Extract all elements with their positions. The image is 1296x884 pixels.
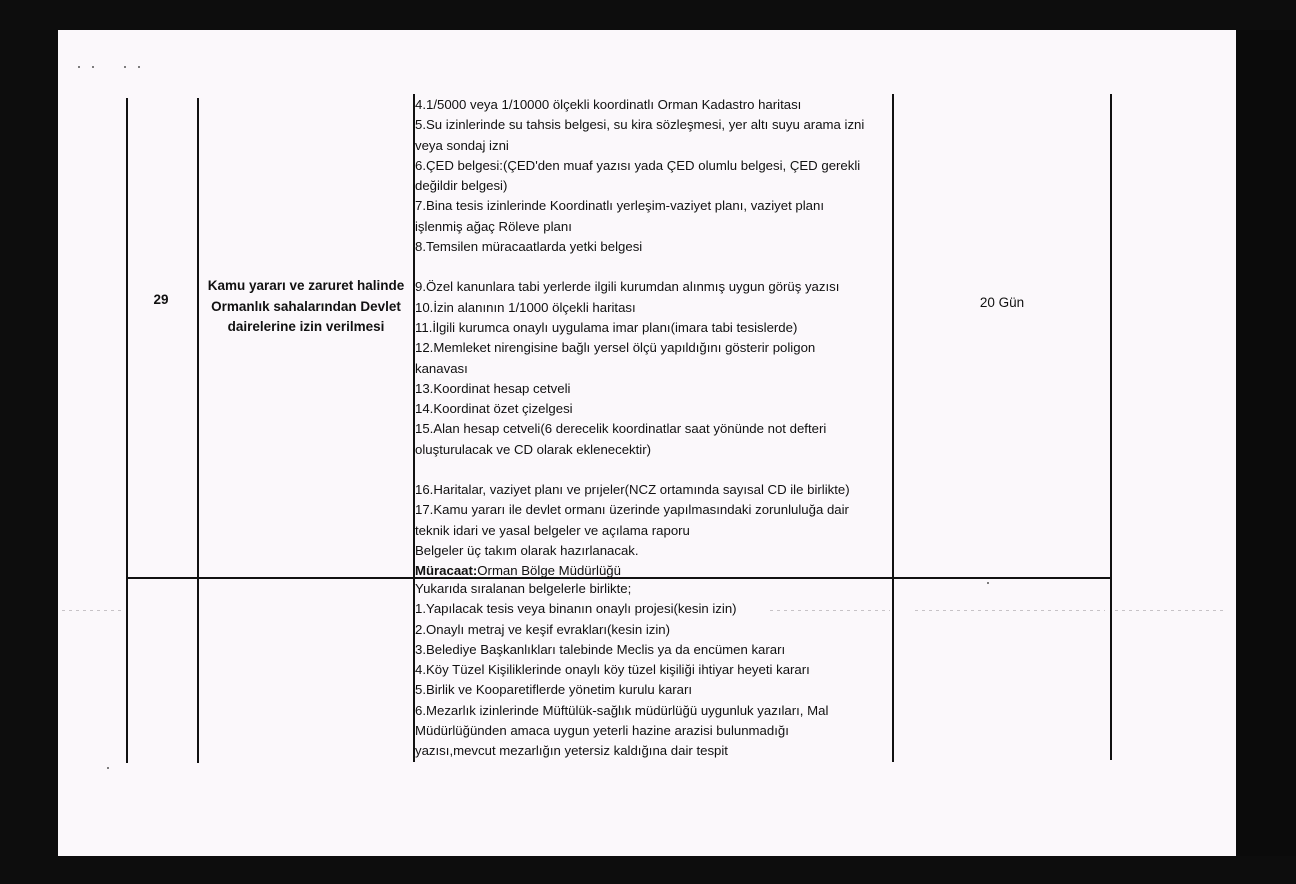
scan-speck	[78, 66, 80, 68]
scan-speck	[138, 66, 140, 68]
document-line: 2.Onaylı metraj ve keşif evrakları(kesin izin)	[415, 621, 671, 637]
document-line: 16.Haritalar, vaziyet planı ve prıjeler(NCZ ortamında sayısal CD ile birlikte)	[415, 482, 850, 498]
scan-speck	[124, 66, 126, 68]
document-line: 11.İlgili kurumca onaylı uygulama imar planı(imara tabi tesislerde)	[415, 319, 798, 335]
table-border-right	[1110, 94, 1112, 760]
next-row-documents	[415, 579, 893, 762]
completion-duration: 20 Gün	[979, 295, 1025, 310]
document-line: değildir belgesi)	[415, 178, 508, 194]
document-line: 14.Koordinat özet çizelgesi	[415, 401, 573, 417]
service-name-line: dairelerine izin verilmesi	[227, 319, 385, 334]
document-line: 12.Memleket nirengisine bağlı yersel ölçü yapıldığını gösterir poligon	[415, 340, 816, 356]
document-line: 3.Belediye Başkanlıkları talebinde Meclis ya da encümen kararı	[415, 641, 786, 657]
document-line: yazısı,mevcut mezarlığın yetersiz kaldığına dair tespit	[415, 743, 728, 759]
document-line: 8.Temsilen müracaatlarda yetki belgesi	[415, 239, 643, 255]
document-line: 6.ÇED belgesi:(ÇED'den muaf yazısı yada ÇED olumlu belgesi, ÇED gerekli	[415, 157, 861, 173]
document-line: kanavası	[415, 360, 468, 376]
document-line: Yukarıda sıralanan belgelerle birlikte;	[415, 581, 632, 596]
service-name-line: Ormanlık sahalarından Devlet	[211, 298, 401, 314]
document-line: 4.1/5000 veya 1/10000 ölçekli koordinatlı Orman Kadastro haritası	[415, 97, 802, 112]
service-name	[200, 276, 412, 338]
document-line: 9.Özel kanunlara tabi yerlerde ilgili kurumdan alınmış uygun görüş yazısı	[415, 279, 840, 295]
scan-artifact-line	[1115, 610, 1225, 611]
document-line: 5.Birlik ve Kooparetiflerde yönetim kurulu kararı	[415, 682, 693, 698]
document-line: veya sondaj izni	[415, 137, 509, 153]
document-line: oluşturulacak ve CD olarak eklenecektir)	[415, 441, 652, 457]
scan-speck	[987, 582, 989, 584]
document-line: 13.Koordinat hesap cetveli	[415, 380, 571, 396]
document-line: 1.Yapılacak tesis veya binanın onaylı projesi(kesin izin)	[415, 601, 737, 617]
scan-speck	[107, 767, 109, 769]
scan-artifact-line	[915, 610, 1105, 611]
document-line: 7.Bina tesis izinlerinde Koordinatlı yerleşim-vaziyet planı, vaziyet planı	[415, 198, 825, 214]
service-name-line: Kamu yararı ve zaruret halinde	[207, 278, 405, 293]
document-line: 4.Köy Tüzel Kişiliklerinde onaylı köy tüzel kişiliği ihtiyar heyeti kararı	[415, 662, 810, 678]
table-border-left	[126, 98, 128, 763]
scan-artifact-line	[62, 610, 122, 611]
document-line: 6.Mezarlık izinlerinde Müftülük-sağlık müdürlüğü uygunluk yazıları, Mal	[415, 702, 829, 718]
document-line: 5.Su izinlerinde su tahsis belgesi, su kira sözleşmesi, yer altı suyu arama izni	[415, 117, 865, 133]
row-number: 29	[153, 292, 169, 307]
column-divider-1	[197, 98, 199, 763]
scan-speck	[92, 66, 94, 68]
document-line: 17.Kamu yararı ile devlet ormanı üzerinde yapılmasındaki zorunluluğa dair	[415, 502, 849, 518]
application-label: Müracaat:	[415, 563, 478, 579]
document-line: 10.İzin alanının 1/1000 ölçekli haritası	[415, 299, 636, 315]
document-line: Müdürlüğünden amaca uygun yeterli hazine arazisi bulunmadığı	[415, 723, 789, 739]
document-line: Belgeler üç takım olarak hazırlanacak.	[415, 542, 639, 558]
required-documents	[415, 95, 893, 582]
document-line: 15.Alan hesap cetveli(6 derecelik koordinatlar saat yönünde not defteri	[415, 421, 827, 437]
scan-border	[1236, 30, 1296, 856]
document-line: işlenmiş ağaç Röleve planı	[415, 218, 572, 234]
document-line: teknik idari ve yasal belgeler ve açılama raporu	[415, 522, 690, 538]
application-office: Orman Bölge Müdürlüğü	[477, 563, 621, 579]
